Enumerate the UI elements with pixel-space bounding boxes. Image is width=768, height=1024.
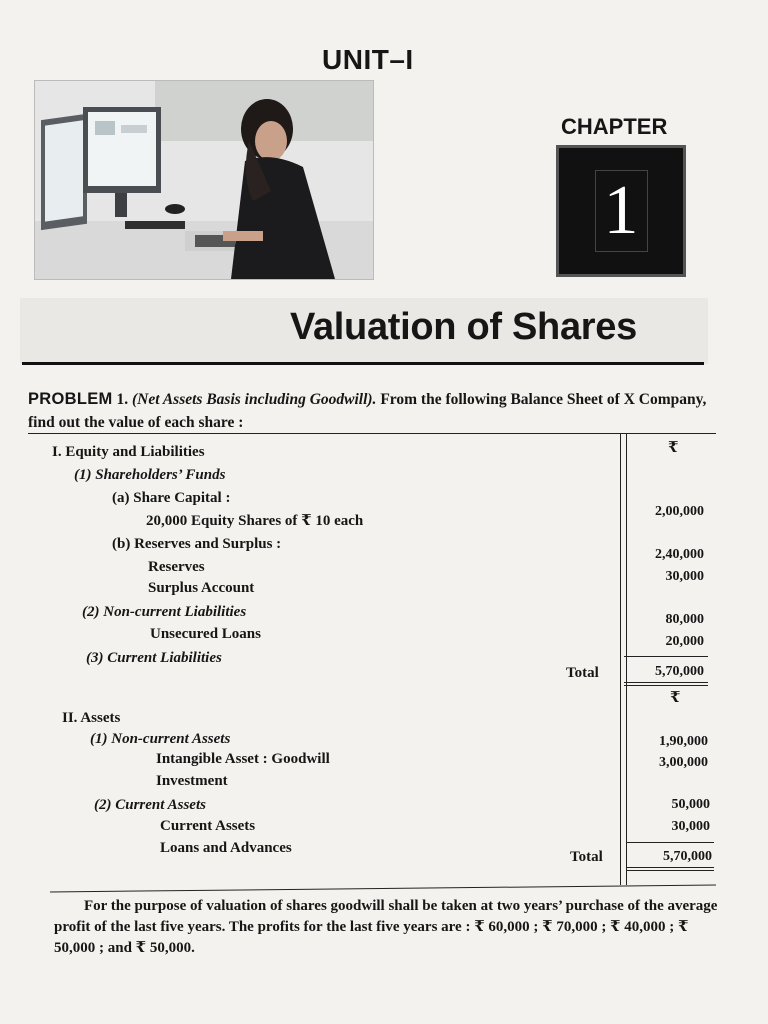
current-assets: Current Assets (160, 818, 256, 834)
current-assets-heading: (2) Current Assets (94, 797, 206, 813)
amount-current-liabilities: 20,000 (665, 634, 704, 649)
table-column-rule-right (626, 433, 627, 885)
amount-loans-advances: 30,000 (671, 819, 710, 834)
total-assets: 5,70,000 (663, 849, 712, 864)
unit-heading: UNIT–I (322, 44, 414, 75)
amount-share-capital: 2,00,000 (655, 504, 704, 519)
amount-current-assets: 50,000 (671, 797, 710, 812)
amount-ncl: 80,000 (665, 612, 704, 627)
problem-text: From the following Balance Sheet of X Company, find out the value of each share : (28, 391, 707, 431)
total-rule-bottom-4 (626, 870, 714, 871)
rupee-symbol-assets: ₹ (670, 690, 681, 706)
table-top-rule (28, 433, 716, 434)
shareholders-funds: (1) Shareholders’ Funds (74, 467, 226, 483)
total-rule-bottom-2 (624, 685, 708, 686)
table-bottom-rule (50, 885, 716, 893)
non-current-assets: (1) Non-current Assets (90, 731, 231, 747)
problem-statement (28, 388, 708, 434)
assets-heading: II. Assets (62, 710, 121, 726)
equity-shares: 20,000 Equity Shares of ₹ 10 each (146, 513, 364, 529)
chapter-photo (34, 80, 374, 280)
amount-investment: 3,00,000 (659, 755, 708, 770)
total-rule-bottom-1 (624, 682, 708, 683)
total-label-liabilities: Total (566, 665, 599, 681)
unsecured-loans: Unsecured Loans (150, 626, 261, 642)
rupee-symbol-liabilities: ₹ (668, 440, 679, 456)
office-illustration (35, 81, 373, 279)
loans-and-advances: Loans and Advances (160, 840, 292, 856)
chapter-number: 1 (595, 170, 648, 252)
non-current-liabilities: (2) Non-current Liabilities (82, 604, 247, 620)
footer-note: For the purpose of valuation of shares goodwill shall be taken at two years’ purchase of the average profit of the last five years. The profits for the last five years are : ₹ 60,000 ; ₹ 70,000 ; ₹ 40,000 ; ₹ 50,000 ; and ₹ 50,000. (54, 898, 718, 956)
reserves: Reserves (148, 559, 205, 575)
amount-goodwill: 1,90,000 (659, 734, 708, 749)
total-rule-bottom-3 (626, 867, 714, 868)
problem-basis: (Net Assets Basis including Goodwill). (131, 391, 377, 408)
amount-reserves: 2,40,000 (655, 547, 704, 562)
chapter-title: Valuation of Shares (290, 306, 637, 348)
chapter-label: CHAPTER (561, 114, 668, 139)
amount-surplus: 30,000 (665, 569, 704, 584)
liabilities-heading: I. Equity and Liabilities (52, 444, 205, 460)
current-liabilities: (3) Current Liabilities (86, 650, 222, 666)
total-rule-top-assets (626, 842, 714, 843)
surplus-account: Surplus Account (148, 580, 255, 596)
table-column-rule-left (620, 433, 621, 885)
chapter-number-box (556, 145, 686, 277)
reserves-and-surplus: (b) Reserves and Surplus : (112, 536, 282, 552)
total-label-assets: Total (570, 849, 603, 865)
share-capital: (a) Share Capital : (112, 490, 231, 506)
investment: Investment (156, 773, 228, 789)
total-rule-top-liabilities (624, 656, 708, 657)
problem-tag: PROBLEM (28, 390, 113, 408)
title-rule (22, 362, 704, 365)
problem-number: 1. (116, 391, 129, 408)
goodwill: Intangible Asset : Goodwill (156, 751, 330, 767)
total-liabilities: 5,70,000 (655, 664, 704, 679)
